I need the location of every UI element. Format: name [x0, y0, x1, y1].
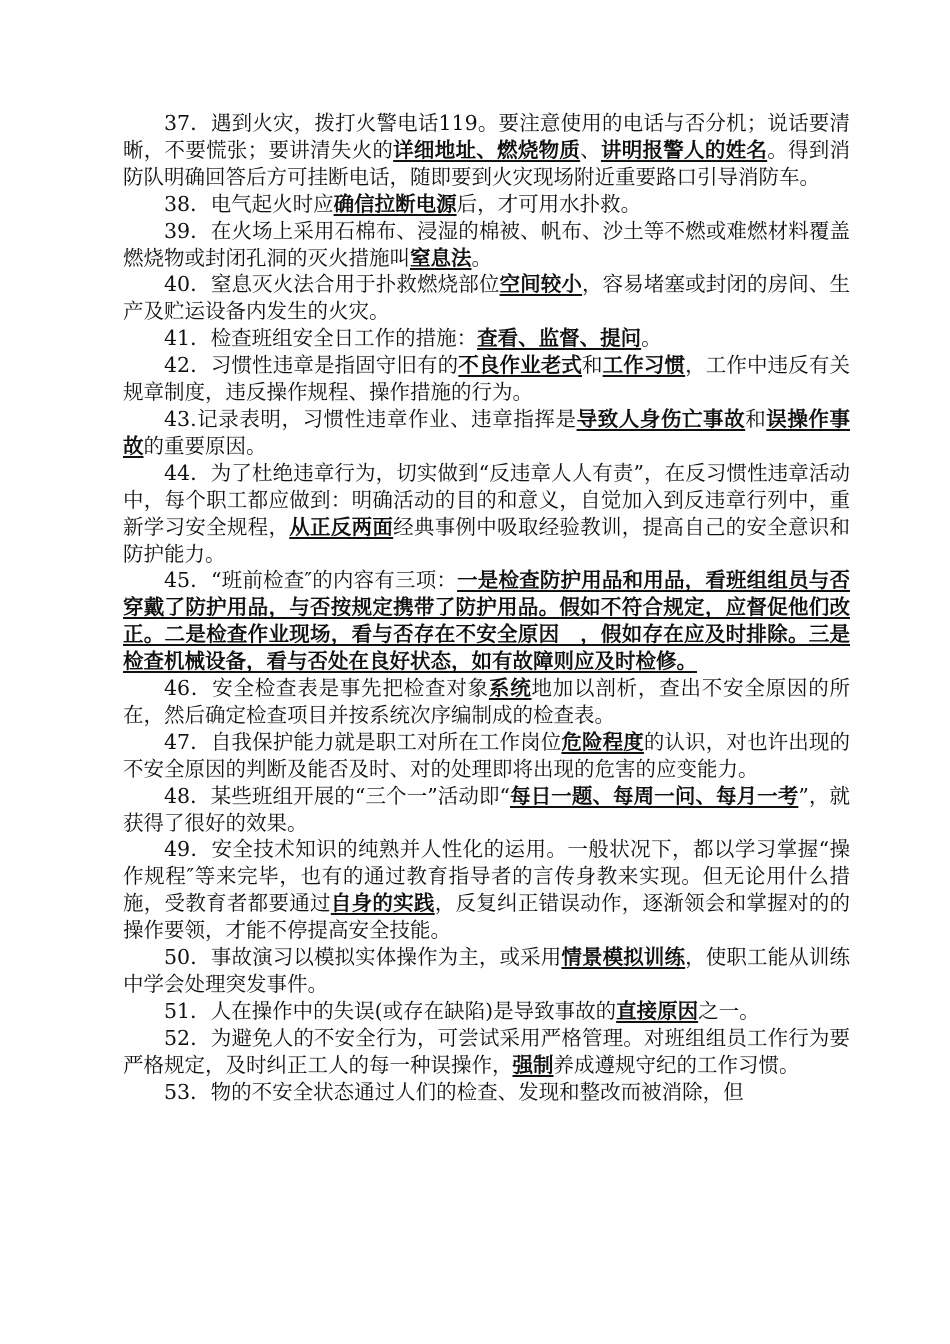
paragraph-49 — [123, 836, 850, 944]
text-segment: 和 — [582, 353, 603, 378]
text-segment: 45．“班前检查″的内容有三项： — [164, 568, 458, 593]
paragraph-46 — [123, 675, 850, 729]
text-segment: 。 — [641, 326, 662, 351]
text-segment: ，容易堵塞或封闭的房间、生产及贮运设备内发生的火灾。 — [123, 272, 851, 324]
answer-text: 导致人身伤亡事故 — [576, 406, 746, 431]
paragraph-53 — [123, 1079, 850, 1106]
text-segment: 50．事故演习以模拟实体操作为主，或采用 — [164, 945, 562, 970]
text-segment: 51．人在操作中的失误(或存在缺陷)是导致事故的 — [164, 998, 617, 1023]
answer-text: 工作习惯 — [602, 353, 686, 378]
text-segment: 53．物的不安全状态通过人们的检查、发现和整改而被消除，但 — [164, 1079, 744, 1104]
text-segment: 经典事例中吸取经验教训，提高自己的安全意识和防护能力。 — [123, 514, 851, 566]
text-segment: ，使职工能从训练中学会处理突发事件。 — [123, 945, 850, 996]
text-segment: 40．窒息灭火法合用于扑救燃烧部位 — [164, 272, 500, 297]
text-segment: 41．检查班组安全日工作的措施： — [164, 326, 478, 351]
answer-text: 系统 — [488, 676, 532, 701]
text-segment: 。 — [471, 245, 492, 270]
text-segment: 46．安全检查表是事先把检查对象 — [164, 676, 489, 701]
answer-text: 确信拉断电源 — [333, 191, 457, 216]
document-page — [123, 110, 850, 1106]
answer-text: 空间较小 — [499, 272, 583, 297]
paragraph-44 — [123, 460, 850, 568]
text-segment: 的认识，对也许出现的不安全原因的判断及能否及时、对的处理即将出现的危害的应变能力。 — [123, 729, 851, 781]
answer-text: 强制 — [512, 1052, 554, 1077]
paragraph-48 — [123, 783, 850, 837]
paragraph-43 — [123, 406, 850, 460]
text-segment: 52．为避免人的不安全行为，可尝试采用严格管理。对班组组员工作行为要严格规定，及时纠正工人的每一种误操作， — [123, 1025, 850, 1077]
text-segment: 38．电气起火时应 — [164, 191, 334, 216]
text-segment: 、 — [580, 137, 601, 162]
answer-text: 情景模拟训练 — [561, 945, 686, 970]
text-segment: 和 — [745, 406, 767, 431]
answer-text: 自身的实践 — [330, 891, 435, 916]
text-segment: 48．某些班组开展的“三个一”活动即“ — [164, 783, 511, 808]
text-segment: 42．习惯性违章是指固守旧有的 — [164, 353, 459, 378]
answer-text: 不良作业老式 — [458, 353, 583, 378]
text-segment: 后，才可用水扑救。 — [456, 191, 642, 216]
answer-text: 窒息法 — [410, 245, 472, 270]
text-segment: 49．安全技术知识的纯熟并人性化的运用。一般状况下，都以学习掌握“操作规程″等来完毕，也有的通过教育指导者的言传身教来实现。但无论用什么措施，受教育者都要通过 — [123, 837, 850, 916]
text-segment: 43.记录表明，习惯性违章作业、违章指挥是 — [164, 406, 577, 431]
text-segment: ，工作中违反有关规章制度，违反操作规程、操作措施的行为。 — [123, 353, 851, 405]
paragraph-42 — [123, 352, 850, 406]
text-segment: 养成遵规守纪的工作习惯。 — [553, 1052, 800, 1077]
answer-text: 每日一题、每周一问、每月一考 — [510, 783, 799, 808]
answer-text: 一是检查防护用品和用品，看班组组员与否穿戴了防护用品，与否按规定携带了防护用品。假如不符合规定，应督促他们改正。二是检查作业现场，看与否存在不安全原因 ，假如存在应及时排除。三是检查机械设备，看与否处在良好状态，如有故障则应及时检修。 — [123, 568, 850, 674]
text-segment: 。得到消防队明确回答后方可挂断电话，随即要到火灾现场附近重要路口引导消防车。 — [123, 137, 851, 189]
answer-text: 查看、监督、提问 — [477, 326, 642, 351]
answer-text: 讲明报警人的姓名 — [600, 137, 768, 162]
paragraph-47 — [123, 729, 850, 783]
paragraph-38 — [123, 191, 850, 218]
text-segment: 37．遇到火灾，拨打火警电话119。要注意使用的电话与否分机；说话要清晰，不要慌张；要讲清失火的 — [123, 111, 850, 162]
answer-text: 从正反两面 — [289, 514, 394, 539]
answer-text: 危险程度 — [561, 729, 644, 754]
text-segment: 39．在火场上采用石棉布、浸湿的棉被、帆布、沙土等不燃或难燃材料覆盖燃烧物或封闭孔洞的灭火措施叫 — [123, 218, 850, 270]
paragraph-39 — [123, 218, 850, 272]
answer-text: 直接原因 — [616, 998, 699, 1023]
text-segment: 之一。 — [698, 998, 760, 1023]
answer-text: 详细地址、燃烧物质 — [393, 137, 581, 162]
paragraph-51 — [123, 998, 850, 1025]
text-segment: 44．为了杜绝违章行为，切实做到“反违章人人有责”，在反习惯性违章活动中，每个职工都应做到：明确活动的目的和意义，自觉加入到反违章行列中，重新学习安全规程， — [123, 460, 850, 539]
text-segment: 47．自我保护能力就是职工对所在工作岗位 — [164, 729, 562, 754]
paragraph-41 — [123, 325, 850, 352]
text-segment: ”，就获得了很好的效果。 — [123, 783, 851, 835]
text-segment: 的重要原因。 — [143, 433, 267, 458]
paragraph-45 — [123, 567, 850, 675]
paragraph-52 — [123, 1025, 850, 1079]
paragraph-50 — [123, 944, 850, 998]
text-segment: ，反复纠正错误动作，逐渐领会和掌握对的的操作要领，才能不停提高安全技能。 — [123, 891, 851, 943]
answer-text: 误操作事故 — [123, 406, 851, 458]
paragraph-40 — [123, 271, 850, 325]
paragraph-37 — [123, 110, 850, 191]
text-segment: 地加以剖析，查出不安全原因的所在，然后确定检查项目并按系统次序编制成的检查表。 — [123, 676, 851, 727]
